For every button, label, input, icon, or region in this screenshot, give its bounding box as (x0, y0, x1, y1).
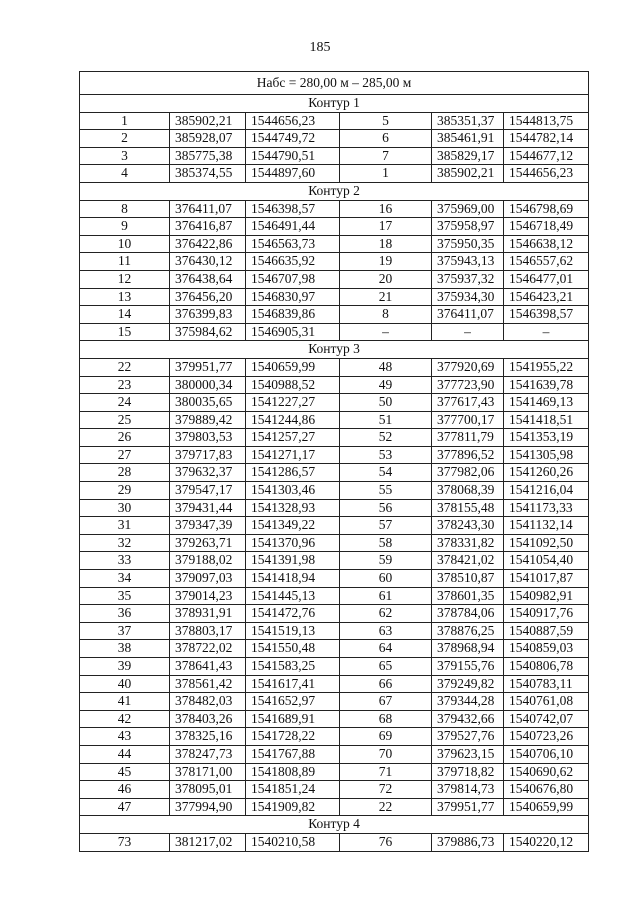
x-coordinate: 378325,16 (170, 728, 246, 746)
y-coordinate: 1541227,27 (246, 394, 340, 412)
table-row (80, 218, 589, 236)
y-coordinate: 1541092,50 (504, 534, 589, 552)
y-coordinate: 1541519,13 (246, 622, 340, 640)
y-coordinate: 1540742,07 (504, 710, 589, 728)
y-coordinate: 1541216,04 (504, 482, 589, 500)
point-number: 7 (340, 147, 432, 165)
point-number: 37 (80, 622, 170, 640)
point-number: 46 (80, 781, 170, 799)
y-coordinate: 1541260,26 (504, 464, 589, 482)
y-coordinate: 1541017,87 (504, 570, 589, 588)
y-coordinate: 1540887,59 (504, 622, 589, 640)
point-number: 22 (80, 358, 170, 376)
y-coordinate: 1546563,73 (246, 235, 340, 253)
y-coordinate: 1546491,44 (246, 218, 340, 236)
table-row (80, 288, 589, 306)
y-coordinate: 1546477,01 (504, 270, 589, 288)
x-coordinate: 376416,87 (170, 218, 246, 236)
point-number: 50 (340, 394, 432, 412)
x-coordinate: 376411,07 (432, 306, 504, 324)
x-coordinate: 378247,73 (170, 745, 246, 763)
point-number: 13 (80, 288, 170, 306)
y-coordinate: 1544677,12 (504, 147, 589, 165)
x-coordinate: 375969,00 (432, 200, 504, 218)
x-coordinate: 379263,71 (170, 534, 246, 552)
point-number: 29 (80, 482, 170, 500)
x-coordinate: 376411,07 (170, 200, 246, 218)
table-row (80, 728, 589, 746)
contour-title-row (80, 182, 589, 200)
point-number: 10 (80, 235, 170, 253)
point-number: 70 (340, 745, 432, 763)
point-number: 45 (80, 763, 170, 781)
x-coordinate: 379527,76 (432, 728, 504, 746)
point-number: 32 (80, 534, 170, 552)
y-coordinate: 1546830,97 (246, 288, 340, 306)
x-coordinate: 379249,82 (432, 675, 504, 693)
point-number: 71 (340, 763, 432, 781)
point-number: 65 (340, 658, 432, 676)
table-row (80, 253, 589, 271)
point-number: 67 (340, 693, 432, 711)
point-number: 69 (340, 728, 432, 746)
y-coordinate: 1541909,82 (246, 798, 340, 816)
point-number: 18 (340, 235, 432, 253)
y-coordinate: 1541808,89 (246, 763, 340, 781)
x-coordinate: 378601,35 (432, 587, 504, 605)
x-coordinate: 378331,82 (432, 534, 504, 552)
x-coordinate: 378876,25 (432, 622, 504, 640)
contour-title: Контур 1 (80, 95, 589, 113)
y-coordinate: 1540723,26 (504, 728, 589, 746)
y-coordinate: 1541639,78 (504, 376, 589, 394)
table-row (80, 658, 589, 676)
point-number: 64 (340, 640, 432, 658)
x-coordinate: 385902,21 (170, 112, 246, 130)
x-coordinate: 379344,28 (432, 693, 504, 711)
x-coordinate: 381217,02 (170, 833, 246, 851)
x-coordinate: 379717,83 (170, 446, 246, 464)
x-coordinate: 377617,43 (432, 394, 504, 412)
x-coordinate: 380035,65 (170, 394, 246, 412)
y-coordinate: 1541472,76 (246, 605, 340, 623)
x-coordinate: 379155,76 (432, 658, 504, 676)
table-row (80, 130, 589, 148)
x-coordinate: 379718,82 (432, 763, 504, 781)
y-coordinate: 1541391,98 (246, 552, 340, 570)
y-coordinate: 1541689,91 (246, 710, 340, 728)
point-number: 52 (340, 429, 432, 447)
x-coordinate: 379547,17 (170, 482, 246, 500)
table-row (80, 376, 589, 394)
point-number: 59 (340, 552, 432, 570)
y-coordinate: 1541303,46 (246, 482, 340, 500)
table-row (80, 517, 589, 535)
point-number: 60 (340, 570, 432, 588)
point-number: 68 (340, 710, 432, 728)
x-coordinate: 378095,01 (170, 781, 246, 799)
point-number: 66 (340, 675, 432, 693)
point-number: 61 (340, 587, 432, 605)
x-coordinate: 385902,21 (432, 165, 504, 183)
point-number: 8 (80, 200, 170, 218)
y-coordinate: 1540806,78 (504, 658, 589, 676)
y-coordinate: 1541054,40 (504, 552, 589, 570)
point-number: 51 (340, 411, 432, 429)
x-coordinate: 379347,39 (170, 517, 246, 535)
x-coordinate: 378171,00 (170, 763, 246, 781)
x-coordinate: 380000,34 (170, 376, 246, 394)
table-row (80, 675, 589, 693)
x-coordinate: 378803,17 (170, 622, 246, 640)
x-coordinate: 385775,38 (170, 147, 246, 165)
x-coordinate: 379432,66 (432, 710, 504, 728)
point-number: 49 (340, 376, 432, 394)
point-number: 25 (80, 411, 170, 429)
point-number: 36 (80, 605, 170, 623)
x-coordinate: 379632,37 (170, 464, 246, 482)
y-coordinate: 1541353,19 (504, 429, 589, 447)
table-row (80, 429, 589, 447)
point-number: 38 (80, 640, 170, 658)
point-number: 35 (80, 587, 170, 605)
table-row (80, 781, 589, 799)
y-coordinate: 1541767,88 (246, 745, 340, 763)
y-coordinate: 1541469,13 (504, 394, 589, 412)
point-number: 15 (80, 323, 170, 341)
y-coordinate: 1544656,23 (246, 112, 340, 130)
x-coordinate: 385461,91 (432, 130, 504, 148)
x-coordinate: 376422,86 (170, 235, 246, 253)
y-coordinate: 1546398,57 (246, 200, 340, 218)
x-coordinate: 377700,17 (432, 411, 504, 429)
y-coordinate: 1546638,12 (504, 235, 589, 253)
y-coordinate: – (504, 323, 589, 341)
x-coordinate: 378510,87 (432, 570, 504, 588)
x-coordinate: 378968,94 (432, 640, 504, 658)
x-coordinate: 375950,35 (432, 235, 504, 253)
point-number: 39 (80, 658, 170, 676)
y-coordinate: 1541257,27 (246, 429, 340, 447)
table-row (80, 763, 589, 781)
y-coordinate: 1541617,41 (246, 675, 340, 693)
y-coordinate: 1546398,57 (504, 306, 589, 324)
y-coordinate: 1544790,51 (246, 147, 340, 165)
point-number: 22 (340, 798, 432, 816)
x-coordinate: 378722,02 (170, 640, 246, 658)
point-number: 63 (340, 622, 432, 640)
y-coordinate: 1540659,99 (246, 358, 340, 376)
x-coordinate: 379951,77 (432, 798, 504, 816)
y-coordinate: 1544656,23 (504, 165, 589, 183)
point-number: 47 (80, 798, 170, 816)
y-coordinate: 1541418,51 (504, 411, 589, 429)
x-coordinate: 379886,73 (432, 833, 504, 851)
y-coordinate: 1544749,72 (246, 130, 340, 148)
y-coordinate: 1540859,03 (504, 640, 589, 658)
x-coordinate: 378421,02 (432, 552, 504, 570)
y-coordinate: 1540220,12 (504, 833, 589, 851)
table-row (80, 534, 589, 552)
x-coordinate: 377723,90 (432, 376, 504, 394)
contour-title: Контур 2 (80, 182, 589, 200)
y-coordinate: 1541550,48 (246, 640, 340, 658)
x-coordinate: 385829,17 (432, 147, 504, 165)
y-coordinate: 1546423,21 (504, 288, 589, 306)
table-row (80, 482, 589, 500)
y-coordinate: 1544897,60 (246, 165, 340, 183)
point-number: 17 (340, 218, 432, 236)
table-row (80, 147, 589, 165)
point-number: 41 (80, 693, 170, 711)
point-number: 12 (80, 270, 170, 288)
point-number: 19 (340, 253, 432, 271)
table-header-row (80, 72, 589, 95)
x-coordinate: 379431,44 (170, 499, 246, 517)
table-row (80, 605, 589, 623)
point-number: 30 (80, 499, 170, 517)
elevation-header: Набс = 280,00 м – 285,00 м (80, 72, 589, 95)
x-coordinate: 376438,64 (170, 270, 246, 288)
point-number: 42 (80, 710, 170, 728)
y-coordinate: 1546798,69 (504, 200, 589, 218)
point-number: 14 (80, 306, 170, 324)
table-row (80, 622, 589, 640)
y-coordinate: 1544782,14 (504, 130, 589, 148)
x-coordinate: 385928,07 (170, 130, 246, 148)
table-row (80, 112, 589, 130)
y-coordinate: 1541349,22 (246, 517, 340, 535)
point-number: 34 (80, 570, 170, 588)
point-number: 53 (340, 446, 432, 464)
contour-title: Контур 3 (80, 341, 589, 359)
x-coordinate: 378155,48 (432, 499, 504, 517)
table-row (80, 306, 589, 324)
y-coordinate: 1541728,22 (246, 728, 340, 746)
y-coordinate: 1540917,76 (504, 605, 589, 623)
x-coordinate: 379951,77 (170, 358, 246, 376)
y-coordinate: 1546718,49 (504, 218, 589, 236)
table-row (80, 693, 589, 711)
x-coordinate: 377982,06 (432, 464, 504, 482)
x-coordinate: 379803,53 (170, 429, 246, 447)
y-coordinate: 1540982,91 (504, 587, 589, 605)
point-number: 62 (340, 605, 432, 623)
point-number: 20 (340, 270, 432, 288)
y-coordinate: 1546839,86 (246, 306, 340, 324)
point-number: 21 (340, 288, 432, 306)
point-number: 27 (80, 446, 170, 464)
x-coordinate: 379814,73 (432, 781, 504, 799)
contour-title-row (80, 95, 589, 113)
x-coordinate: 378561,42 (170, 675, 246, 693)
y-coordinate: 1546635,92 (246, 253, 340, 271)
y-coordinate: 1540988,52 (246, 376, 340, 394)
y-coordinate: 1541583,25 (246, 658, 340, 676)
y-coordinate: 1540706,10 (504, 745, 589, 763)
point-number: 72 (340, 781, 432, 799)
x-coordinate: 379623,15 (432, 745, 504, 763)
point-number: 8 (340, 306, 432, 324)
point-number: 26 (80, 429, 170, 447)
y-coordinate: 1540676,80 (504, 781, 589, 799)
x-coordinate: 379097,03 (170, 570, 246, 588)
y-coordinate: 1541370,96 (246, 534, 340, 552)
contour-title: Контур 4 (80, 816, 589, 834)
point-number: 1 (340, 165, 432, 183)
point-number: 48 (340, 358, 432, 376)
point-number: 4 (80, 165, 170, 183)
x-coordinate: 377994,90 (170, 798, 246, 816)
y-coordinate: 1541652,97 (246, 693, 340, 711)
y-coordinate: 1541955,22 (504, 358, 589, 376)
table-row (80, 499, 589, 517)
x-coordinate: 378243,30 (432, 517, 504, 535)
point-number: 5 (340, 112, 432, 130)
y-coordinate: 1541271,17 (246, 446, 340, 464)
table-row (80, 552, 589, 570)
y-coordinate: 1546905,31 (246, 323, 340, 341)
point-number: 40 (80, 675, 170, 693)
point-number: 3 (80, 147, 170, 165)
table-row (80, 745, 589, 763)
y-coordinate: 1540690,62 (504, 763, 589, 781)
point-number: 33 (80, 552, 170, 570)
x-coordinate: 375934,30 (432, 288, 504, 306)
y-coordinate: 1541328,93 (246, 499, 340, 517)
point-number: 9 (80, 218, 170, 236)
table-row (80, 570, 589, 588)
y-coordinate: 1541418,94 (246, 570, 340, 588)
x-coordinate: 378403,26 (170, 710, 246, 728)
x-coordinate: 377811,79 (432, 429, 504, 447)
point-number: 2 (80, 130, 170, 148)
table-row (80, 464, 589, 482)
y-coordinate: 1544813,75 (504, 112, 589, 130)
point-number: 31 (80, 517, 170, 535)
table-row (80, 270, 589, 288)
point-number: 73 (80, 833, 170, 851)
y-coordinate: 1546557,62 (504, 253, 589, 271)
x-coordinate: 375958,97 (432, 218, 504, 236)
y-coordinate: 1541851,24 (246, 781, 340, 799)
point-number: 76 (340, 833, 432, 851)
point-number: 11 (80, 253, 170, 271)
point-number: 55 (340, 482, 432, 500)
x-coordinate: 375984,62 (170, 323, 246, 341)
table-row (80, 833, 589, 851)
contour-title-row (80, 341, 589, 359)
point-number: 23 (80, 376, 170, 394)
table-row (80, 587, 589, 605)
x-coordinate: 378931,91 (170, 605, 246, 623)
point-number: – (340, 323, 432, 341)
coordinates-table (79, 71, 589, 852)
x-coordinate: 376456,20 (170, 288, 246, 306)
page-number: 185 (309, 40, 331, 55)
point-number: 44 (80, 745, 170, 763)
x-coordinate: 376430,12 (170, 253, 246, 271)
y-coordinate: 1541305,98 (504, 446, 589, 464)
x-coordinate: 378482,03 (170, 693, 246, 711)
x-coordinate: 379889,42 (170, 411, 246, 429)
table-row (80, 200, 589, 218)
y-coordinate: 1541445,13 (246, 587, 340, 605)
table-row (80, 640, 589, 658)
y-coordinate: 1541244,86 (246, 411, 340, 429)
x-coordinate: 377896,52 (432, 446, 504, 464)
table-row (80, 323, 589, 341)
x-coordinate: 376399,83 (170, 306, 246, 324)
point-number: 28 (80, 464, 170, 482)
table-row (80, 710, 589, 728)
x-coordinate: 375937,32 (432, 270, 504, 288)
x-coordinate: 378068,39 (432, 482, 504, 500)
point-number: 16 (340, 200, 432, 218)
x-coordinate: 379014,23 (170, 587, 246, 605)
contour-title-row (80, 816, 589, 834)
y-coordinate: 1541286,57 (246, 464, 340, 482)
table-row (80, 165, 589, 183)
y-coordinate: 1540783,11 (504, 675, 589, 693)
y-coordinate: 1546707,98 (246, 270, 340, 288)
x-coordinate: – (432, 323, 504, 341)
x-coordinate: 385374,55 (170, 165, 246, 183)
y-coordinate: 1541173,33 (504, 499, 589, 517)
point-number: 56 (340, 499, 432, 517)
point-number: 54 (340, 464, 432, 482)
point-number: 58 (340, 534, 432, 552)
point-number: 24 (80, 394, 170, 412)
y-coordinate: 1541132,14 (504, 517, 589, 535)
point-number: 57 (340, 517, 432, 535)
table-row (80, 798, 589, 816)
table-row (80, 358, 589, 376)
table-row (80, 235, 589, 253)
table-row (80, 394, 589, 412)
point-number: 1 (80, 112, 170, 130)
x-coordinate: 377920,69 (432, 358, 504, 376)
x-coordinate: 375943,13 (432, 253, 504, 271)
x-coordinate: 378784,06 (432, 605, 504, 623)
table-row (80, 446, 589, 464)
x-coordinate: 378641,43 (170, 658, 246, 676)
y-coordinate: 1540210,58 (246, 833, 340, 851)
point-number: 6 (340, 130, 432, 148)
table-row (80, 411, 589, 429)
y-coordinate: 1540659,99 (504, 798, 589, 816)
point-number: 43 (80, 728, 170, 746)
y-coordinate: 1540761,08 (504, 693, 589, 711)
x-coordinate: 385351,37 (432, 112, 504, 130)
x-coordinate: 379188,02 (170, 552, 246, 570)
